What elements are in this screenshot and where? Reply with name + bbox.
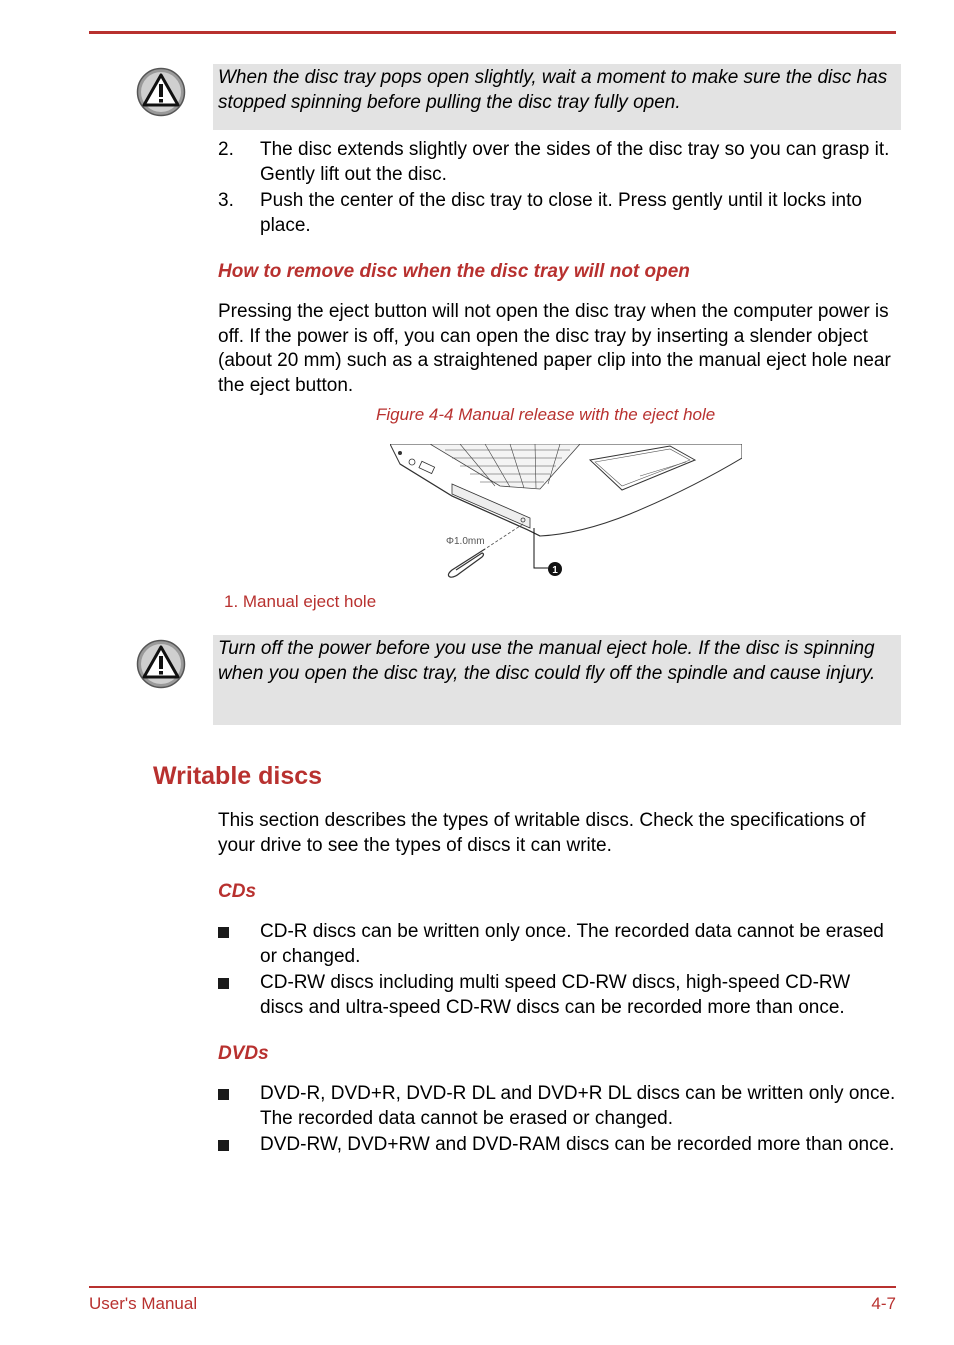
bottom-rule — [89, 1286, 896, 1288]
list-item — [218, 971, 898, 1020]
caution-icon — [136, 67, 186, 117]
caution-icon — [136, 639, 186, 689]
list-item — [218, 920, 898, 969]
page-number: 4-7 — [871, 1294, 896, 1313]
bullet-marker — [218, 1089, 229, 1100]
list-item — [218, 138, 898, 187]
section-intro: This section describes the types of writable discs. Check the specifications of your drive to see the types of discs it can write. — [218, 810, 866, 856]
cds-list — [218, 920, 898, 1022]
section-heading: Writable discs — [153, 762, 323, 790]
subheading-dvds: DVDs — [218, 1043, 269, 1064]
dvds-list — [218, 1082, 898, 1160]
eject-hole-figure — [390, 444, 742, 579]
callout-number: 1 — [552, 565, 558, 576]
step-text: Push the center of the disc tray to close it. Press gently until it locks into place. — [260, 190, 862, 236]
bullet-marker — [218, 978, 229, 989]
list-item-text: DVD-R, DVD+R, DVD-R DL and DVD+R DL discs can be written only once. The recorded data cannot be erased or changed. — [260, 1083, 896, 1129]
caution-note-2: Turn off the power before you use the manual eject hole. If the disc is spinning when you open the disc tray, the disc could fly off the spindle and cause injury. — [213, 635, 901, 725]
step-text: The disc extends slightly over the sides of the disc tray so you can grasp it. Gently lift out the disc. — [260, 139, 890, 185]
dimension-label: Φ1.0mm — [446, 536, 485, 547]
list-item — [218, 1133, 898, 1158]
list-item-text: DVD-RW, DVD+RW and DVD-RAM discs can be recorded more than once. — [260, 1134, 895, 1155]
list-item-text: CD-RW discs including multi speed CD-RW discs, high-speed CD-RW discs and ultra-speed CD-RW discs can be recorded more than once. — [260, 972, 851, 1018]
step-number: 3. — [218, 190, 234, 211]
footer-title: User's Manual — [89, 1294, 198, 1313]
top-rule — [89, 31, 896, 34]
subheading-remove-disc: How to remove disc when the disc tray will not open — [218, 261, 690, 282]
list-item-text: CD-R discs can be written only once. The recorded data cannot be erased or changed. — [260, 921, 884, 967]
subheading-cds: CDs — [218, 881, 257, 902]
list-item — [218, 189, 898, 238]
caution-note-1: When the disc tray pops open slightly, wait a moment to make sure the disc has stopped spinning before pulling the disc tray fully open. — [213, 64, 901, 130]
step-number: 2. — [218, 139, 234, 160]
list-item — [218, 1082, 898, 1131]
bullet-marker — [218, 1140, 229, 1151]
bullet-marker — [218, 927, 229, 938]
figure-legend: 1. Manual eject hole — [224, 592, 377, 611]
figure-caption: Figure 4-4 Manual release with the eject hole — [376, 405, 716, 424]
steps-list — [218, 138, 898, 240]
paragraph-remove-disc: Pressing the eject button will not open the disc tray when the computer power is off. If the power is off, you can open the disc tray by inserting a slender object (about 20 mm) such as a straightened paper clip into the manual eject hole near the eject button. — [218, 301, 891, 396]
